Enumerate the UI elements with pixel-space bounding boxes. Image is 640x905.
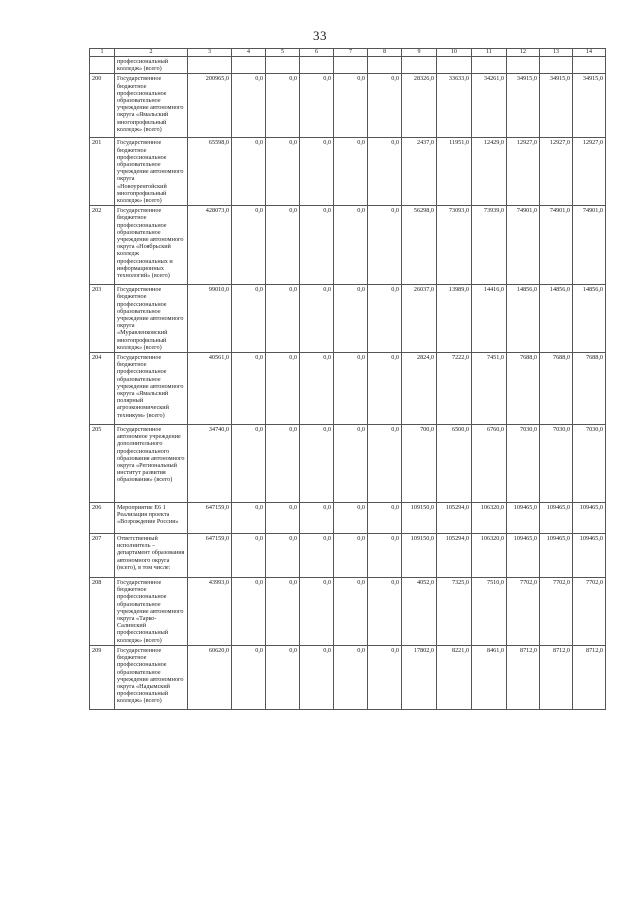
value-cell: 0,0: [266, 425, 300, 503]
column-header-cell: 8: [368, 49, 402, 57]
value-cell: 14416,0: [472, 285, 507, 353]
table-body: [90, 49, 606, 710]
value-cell: 14856,0: [540, 285, 573, 353]
column-header-cell: 13: [540, 49, 573, 57]
value-cell: 0,0: [300, 425, 334, 503]
value-cell: 17802,0: [402, 645, 437, 709]
row-number: 203: [90, 285, 115, 353]
value-cell: 109465,0: [540, 503, 573, 534]
column-header-cell: 14: [573, 49, 606, 57]
column-number-header: [90, 49, 606, 57]
column-header-cell: 12: [507, 49, 540, 57]
row-number: 208: [90, 578, 115, 646]
value-cell: 0,0: [368, 503, 402, 534]
value-cell: 34261,0: [472, 74, 507, 138]
value-cell: 2437,0: [402, 138, 437, 206]
value-cell: 11951,0: [437, 138, 472, 206]
column-header-cell: 5: [266, 49, 300, 57]
value-cell: 7702,0: [540, 578, 573, 646]
value-cell: 109465,0: [507, 503, 540, 534]
row-number: 206: [90, 503, 115, 534]
column-header-cell: 7: [334, 49, 368, 57]
value-cell: 0,0: [266, 74, 300, 138]
value-cell: 0,0: [334, 206, 368, 285]
value-cell: 0,0: [300, 578, 334, 646]
value-cell: 8461,0: [472, 645, 507, 709]
table-row: [90, 138, 606, 206]
value-cell: [300, 57, 334, 74]
table-row: [90, 534, 606, 578]
row-name: Государственное бюджетное профессиональное образовательное учреждение автономного округа «Тарко-Салинский профессиональный колледж» (всего): [115, 578, 188, 646]
value-cell: 0,0: [266, 206, 300, 285]
value-cell: 0,0: [232, 425, 266, 503]
value-cell: 0,0: [334, 74, 368, 138]
value-cell: 74901,0: [573, 206, 606, 285]
value-cell: 7688,0: [540, 353, 573, 425]
value-cell: [540, 57, 573, 74]
row-name: Государственное бюджетное профессиональное образовательное учреждение автономного округа «Ноябрьский колледж профессиональных и информационных технологий» (всего): [115, 206, 188, 285]
value-cell: 0,0: [368, 285, 402, 353]
value-cell: [266, 57, 300, 74]
value-cell: 8221,0: [437, 645, 472, 709]
column-header-cell: 9: [402, 49, 437, 57]
value-cell: 34915,0: [540, 74, 573, 138]
value-cell: 109150,0: [402, 503, 437, 534]
row-name: Мероприятие Е6 1 Реализация проекта «Возрождение России»: [115, 503, 188, 534]
value-cell: 0,0: [334, 534, 368, 578]
value-cell: 34915,0: [507, 74, 540, 138]
row-name: Государственное бюджетное профессиональное образовательное учреждение автономного округа «Новоуренгойский многопрофильный колледж» (всего): [115, 138, 188, 206]
value-cell: 8712,0: [540, 645, 573, 709]
column-header-cell: 6: [300, 49, 334, 57]
value-cell: 109465,0: [573, 503, 606, 534]
value-cell: 0,0: [300, 206, 334, 285]
value-cell: 40561,0: [188, 353, 232, 425]
value-cell: 2824,0: [402, 353, 437, 425]
value-cell: 12927,0: [540, 138, 573, 206]
column-header-cell: 11: [472, 49, 507, 57]
value-cell: 647159,0: [188, 534, 232, 578]
value-cell: 6760,0: [472, 425, 507, 503]
value-cell: 28326,0: [402, 74, 437, 138]
table-row: [90, 74, 606, 138]
value-cell: 106320,0: [472, 503, 507, 534]
value-cell: [507, 57, 540, 74]
budget-table: [89, 48, 606, 710]
value-cell: 700,0: [402, 425, 437, 503]
column-header-cell: 1: [90, 49, 115, 57]
value-cell: 7451,0: [472, 353, 507, 425]
value-cell: 0,0: [266, 353, 300, 425]
value-cell: 13989,0: [437, 285, 472, 353]
value-cell: 7510,0: [472, 578, 507, 646]
value-cell: 109465,0: [573, 534, 606, 578]
row-name: Ответственный исполнитель – департамент образования автономного округа (всего), в том числе:: [115, 534, 188, 578]
row-number: 202: [90, 206, 115, 285]
value-cell: 0,0: [334, 503, 368, 534]
value-cell: 0,0: [300, 534, 334, 578]
value-cell: 34915,0: [573, 74, 606, 138]
value-cell: 0,0: [232, 138, 266, 206]
value-cell: 8712,0: [573, 645, 606, 709]
value-cell: 7702,0: [507, 578, 540, 646]
value-cell: 0,0: [266, 503, 300, 534]
value-cell: 0,0: [368, 578, 402, 646]
table-row: [90, 353, 606, 425]
value-cell: 428073,0: [188, 206, 232, 285]
row-name: профессиональный колледж» (всего): [115, 57, 188, 74]
value-cell: 14856,0: [507, 285, 540, 353]
value-cell: 33633,0: [437, 74, 472, 138]
value-cell: 12927,0: [507, 138, 540, 206]
value-cell: 7030,0: [540, 425, 573, 503]
value-cell: 26037,0: [402, 285, 437, 353]
value-cell: 0,0: [300, 285, 334, 353]
value-cell: 0,0: [334, 285, 368, 353]
value-cell: 12927,0: [573, 138, 606, 206]
value-cell: 74901,0: [540, 206, 573, 285]
table-row: [90, 578, 606, 646]
value-cell: 56298,0: [402, 206, 437, 285]
value-cell: 34740,0: [188, 425, 232, 503]
value-cell: [188, 57, 232, 74]
value-cell: 109465,0: [507, 534, 540, 578]
value-cell: [334, 57, 368, 74]
value-cell: 73093,0: [437, 206, 472, 285]
value-cell: 0,0: [368, 425, 402, 503]
value-cell: 7688,0: [507, 353, 540, 425]
value-cell: 0,0: [368, 74, 402, 138]
value-cell: 0,0: [334, 645, 368, 709]
value-cell: 0,0: [266, 138, 300, 206]
value-cell: 6500,0: [437, 425, 472, 503]
row-name: Государственное бюджетное профессиональное образовательное учреждение автономного округа «Муравленковский многопрофильный колледж» (всего): [115, 285, 188, 353]
value-cell: 0,0: [232, 285, 266, 353]
table-row: [90, 425, 606, 503]
value-cell: 43993,0: [188, 578, 232, 646]
row-number: [90, 57, 115, 74]
value-cell: 7030,0: [573, 425, 606, 503]
value-cell: 12429,0: [472, 138, 507, 206]
value-cell: 0,0: [334, 138, 368, 206]
value-cell: 0,0: [232, 578, 266, 646]
value-cell: 109465,0: [540, 534, 573, 578]
value-cell: 0,0: [232, 645, 266, 709]
value-cell: 73939,0: [472, 206, 507, 285]
value-cell: 0,0: [232, 534, 266, 578]
value-cell: [402, 57, 437, 74]
row-number: 205: [90, 425, 115, 503]
value-cell: 105294,0: [437, 503, 472, 534]
column-header-cell: 4: [232, 49, 266, 57]
value-cell: [437, 57, 472, 74]
value-cell: 0,0: [232, 74, 266, 138]
value-cell: 0,0: [334, 578, 368, 646]
value-cell: 106320,0: [472, 534, 507, 578]
value-cell: 0,0: [368, 645, 402, 709]
value-cell: 7030,0: [507, 425, 540, 503]
value-cell: 0,0: [300, 138, 334, 206]
value-cell: [232, 57, 266, 74]
value-cell: 0,0: [334, 353, 368, 425]
row-number: 209: [90, 645, 115, 709]
value-cell: 7702,0: [573, 578, 606, 646]
value-cell: 0,0: [368, 534, 402, 578]
value-cell: 7325,0: [437, 578, 472, 646]
value-cell: 0,0: [266, 578, 300, 646]
value-cell: 0,0: [266, 285, 300, 353]
value-cell: 7222,0: [437, 353, 472, 425]
value-cell: 0,0: [300, 353, 334, 425]
table-row: [90, 206, 606, 285]
value-cell: 99010,0: [188, 285, 232, 353]
row-number: 207: [90, 534, 115, 578]
value-cell: 109150,0: [402, 534, 437, 578]
value-cell: 65598,0: [188, 138, 232, 206]
column-header-cell: 10: [437, 49, 472, 57]
value-cell: 8712,0: [507, 645, 540, 709]
row-number: 201: [90, 138, 115, 206]
column-header-cell: 3: [188, 49, 232, 57]
value-cell: 4052,0: [402, 578, 437, 646]
row-name: Государственное автономное учреждение дополнительного профессионального образования автономного округа «Региональный институт развития образования» (всего): [115, 425, 188, 503]
page-number: 33: [313, 28, 327, 43]
row-name: Государственное бюджетное профессиональное образовательное учреждение автономного округа «Надымский профессиональный колледж» (всего): [115, 645, 188, 709]
value-cell: 0,0: [368, 138, 402, 206]
value-cell: 0,0: [266, 534, 300, 578]
row-name: Государственное бюджетное профессиональное образовательное учреждение автономного округа «Ямальский многопрофильный колледж» (всего): [115, 74, 188, 138]
value-cell: 0,0: [300, 74, 334, 138]
value-cell: 0,0: [368, 353, 402, 425]
value-cell: [368, 57, 402, 74]
value-cell: 74901,0: [507, 206, 540, 285]
value-cell: 105294,0: [437, 534, 472, 578]
value-cell: 0,0: [232, 353, 266, 425]
table-row: [90, 285, 606, 353]
table-row: [90, 645, 606, 709]
value-cell: 647159,0: [188, 503, 232, 534]
value-cell: 60620,0: [188, 645, 232, 709]
value-cell: 0,0: [368, 206, 402, 285]
value-cell: [573, 57, 606, 74]
value-cell: 200965,0: [188, 74, 232, 138]
row-number: 200: [90, 74, 115, 138]
column-header-cell: 2: [115, 49, 188, 57]
value-cell: 0,0: [266, 645, 300, 709]
value-cell: 0,0: [232, 503, 266, 534]
value-cell: 0,0: [300, 645, 334, 709]
table-row: [90, 57, 606, 74]
value-cell: [472, 57, 507, 74]
table-row: [90, 503, 606, 534]
value-cell: 7688,0: [573, 353, 606, 425]
value-cell: 0,0: [232, 206, 266, 285]
row-name: Государственное бюджетное профессиональное образовательное учреждение автономного округа «Ямальский полярный агроэкономический техникум» (всего): [115, 353, 188, 425]
value-cell: 14856,0: [573, 285, 606, 353]
value-cell: 0,0: [300, 503, 334, 534]
value-cell: 0,0: [334, 425, 368, 503]
row-number: 204: [90, 353, 115, 425]
